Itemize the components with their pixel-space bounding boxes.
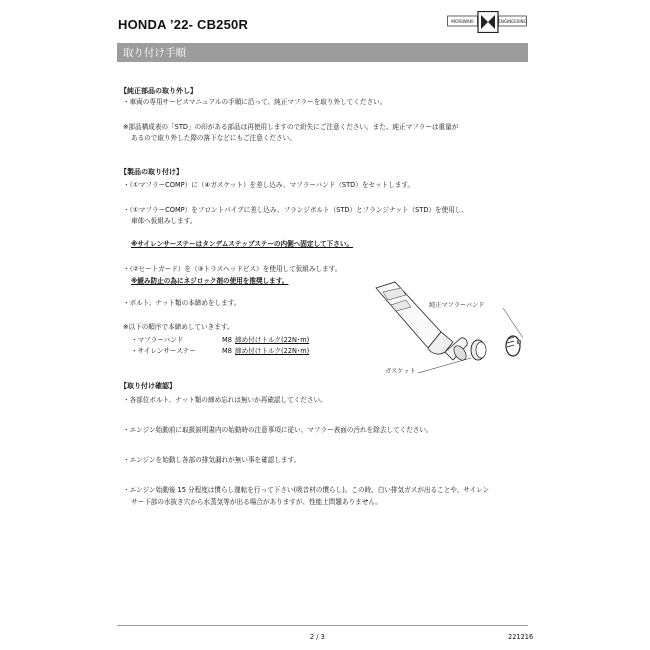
moriwaki-logo [447,11,527,33]
section-header-bar [117,43,528,62]
check-item-3: ・エンジンを始動し各部の排気漏れが無い事を確認します。 [123,456,301,464]
band-label: 純正マフラーバンド [429,302,485,309]
install-step-2-line-1: ・（①マフラーCOMP）をフロントパイプに差し込み、フランジボルト（STD）とフランジナット（STD）を使用し、 [123,206,468,214]
removal-heading: 【純正部品の取り外し】 [120,87,197,95]
torque-row-part: ・マフラーバンド [131,336,184,344]
check-heading: 【取り付け確認】 [120,382,176,390]
check-item-4-line-2: サー下部の水抜き穴から水蒸気等が出る場合がありますが、性能上問題ありません。 [131,498,382,506]
check-item-4-line-1: ・エンジン始動後 15 分程度は慣らし運転を行って下さい(吸音材の慣らし)。この時、白い排気ガスが出ることや、サイレン [123,486,490,494]
muffler-band-gasket-diagram [373,280,533,388]
install-heading: 【製品の取り付け】 [120,168,183,176]
install-step-4: ・ボルト、ナット類の本締めをします。 [123,299,241,307]
torque-row-value: 締め付けトルク(22N･m) [235,347,310,355]
check-item-2: ・エンジン始動前に取扱説明書内の始動時の注意事項に従い、マフラー表面の汚れを除去してください。 [123,426,433,434]
install-step-3: ・（②ヒートガード）を（③トラスヘッドビス）を使用して仮組みします。 [123,265,342,273]
silencer-stay-note: ※サイレンサーステーはタンデムステップステーの内側へ固定して下さい。 [131,240,354,248]
install-step-2-line-2: 車体へ仮組みします。 [131,217,197,225]
torque-row-spec: M8 [222,336,232,344]
torque-order-note: ※以下の順序で本締めしていきます。 [123,323,234,331]
install-step-1: ・（①マフラーCOMP）に（④ガスケット）を差し込み、マフラーバンド（STD）をセットします。 [123,181,415,189]
removal-note-line-1: ※部品構成表の「STD」の印がある部品は再使用しますので紛失にご注意ください。また、純正マフラーは重量が [123,123,459,131]
torque-row-value: 締め付けトルク(22N･m) [235,336,310,344]
torque-row-part: ・サイレンサーステー [131,347,196,355]
gasket-label: ガスケット [385,368,416,375]
logo-text-right: ENGINEERING [498,19,527,25]
removal-step-1: ・車両の専用サービスマニュアルの手順に沿って、純正マフラーを取り外してください。 [123,98,387,106]
logo-text-left: MORIWAKI [451,20,474,26]
torque-row-spec: M8 [222,347,232,355]
removal-note-line-2: あるので取り外した際の落下などにもご注意ください。 [131,134,296,142]
thread-lock-note: ※緩み防止の為にネジロック剤の使用を推奨します。 [131,277,289,285]
page-number: 2 / 3 [310,633,325,641]
footer-divider [117,625,528,626]
document-title: HONDA ’22- CB250R [118,17,249,32]
section-title: 取り付け手順 [123,47,186,59]
check-item-1: ・各部位ボルト、ナット類の締め忘れは無いか再確認してください。 [123,396,327,404]
document-code: 221216 [508,633,534,641]
